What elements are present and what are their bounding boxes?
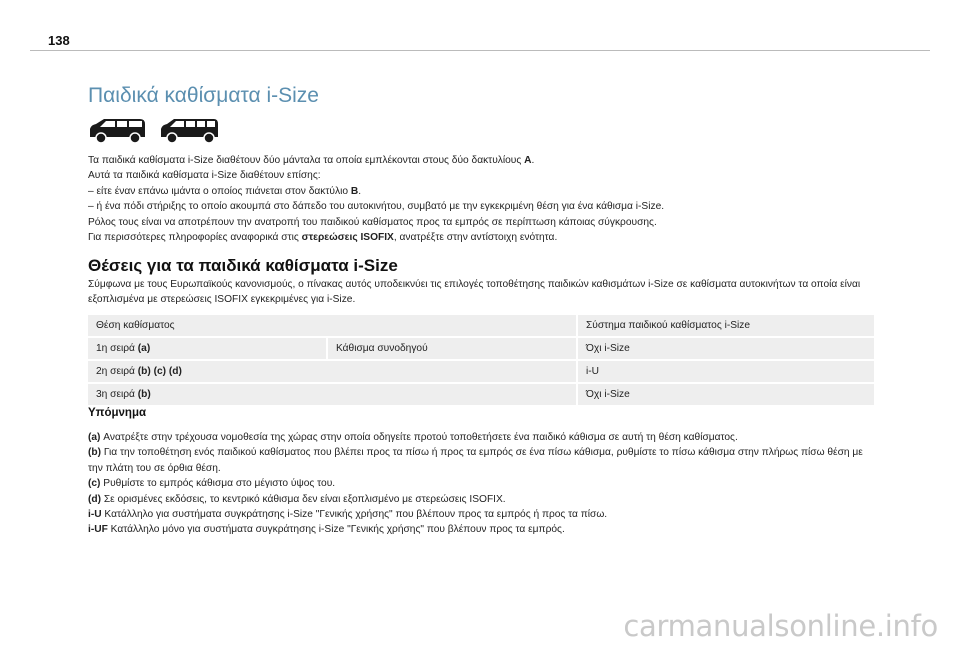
isofix-link-text: στερεώσεις ISOFIX — [301, 232, 394, 244]
note-iuf: i-UF Κατάλληλο μόνο για συστήματα συγκράτησης i-Size "Γενικής χρήσης" που βλέπουν προς τα εμπρός. — [88, 524, 565, 536]
table-row: 1η σειρά (a) Κάθισμα συνοδηγού Όχι i-Size — [88, 338, 874, 359]
vehicle-icons — [88, 117, 220, 145]
van-long-icon — [160, 117, 220, 145]
note-c: (c) Ρυθμίστε το εμπρός κάθισμα στο μέγιστο ύψος του. — [88, 478, 336, 490]
note-a: (a) Ανατρέξτε στην τρέχουσα νομοθεσία της χώρας στην οποία οδηγείτε προτού τοποθετήσετε ένα παιδικό κάθισμα σε αυτή τη θέση καθίσματος. — [88, 432, 738, 443]
header-isize-system: Σύστημα παιδικού καθίσματος i-Size — [578, 315, 874, 336]
van-icon — [88, 117, 148, 145]
note-d: (d) Σε ορισμένες εκδόσεις, το κεντρικό κάθισμα δεν είναι εξοπλισμένο με στερεώσεις ISOFIX. — [88, 493, 506, 505]
table-row: 2η σειρά (b) (c) (d) i-U — [88, 361, 874, 382]
page-number: 138 — [48, 33, 70, 48]
legend-heading: Υπόμνημα — [88, 407, 147, 419]
seat-positions-table — [88, 313, 874, 407]
note-iu: i-U Κατάλληλο για συστήματα συγκράτησης i-Size "Γενικής χρήσης" που βλέπουν προς τα εμπρός ή προς τα πίσω. — [88, 509, 608, 521]
header-divider — [30, 50, 930, 51]
table-header-row — [88, 315, 874, 336]
note-b: (b) Για την τοποθέτηση ενός παιδικού καθίσματος που βλέπει προς τα πίσω ή προς τα εμπρός σε ένα πίσω κάθισμα, ρυθμίστε το πίσω κάθισμα στην πλήρως πίσω θέση με — [88, 447, 863, 459]
intro-paragraph: Τα παιδικά καθίσματα i-Size διαθέτουν δύο μάνταλα τα οποία εμπλέκονται στους δύο δακτυλίους A. Αυτά τα παιδικά καθίσματα i-Size διαθέτουν επίσης: – είτε έναν επάνω ιμάντα ο οποίος πιάνεται στον δακτύλιο B. – ή ένα πόδι στήριξης το οποίο ακουμπά στο δάπεδο του αυτοκινήτου, συμβατό με την εγκεκριμένη θέση για ένα κάθισμα i-Size. Ρόλος τους είναι να αποτρέπουν την ανατροπή του παιδικού καθίσματος προς τα εμπρός σε περίπτωση κάποιας σύγκρουσης. Για περισσότερες πληροφορίες αναφορικά στις στερεώσεις ISOFIX, ανατρέξτε στην αντίστοιχη ενότητα. — [88, 155, 665, 244]
watermark: carmanualsonline.info — [623, 609, 938, 643]
section-heading: Θέσεις για τα παιδικά καθίσματα i-Size — [88, 256, 398, 275]
page-title: Παιδικά καθίσματα i-Size — [88, 84, 319, 107]
legend-notes: (a) Ανατρέξτε στην τρέχουσα νομοθεσία της χώρας στην οποία οδηγείτε προτού τοποθετήσετε ένα παιδικό κάθισμα σε αυτή τη θέση καθίσματος. (b) Για την τοποθέτηση ενός παιδικού καθίσματος που βλέπει προς τα πίσω ή προς τα εμπρός σε ένα πίσω κάθισμα, ρυθμίστε το πίσω κάθισμα στην πλήρως πίσω θέση με την πλάτη του σε όρθια θέση. (c) Ρυθμίστε το εμπρός κάθισμα στο μέγιστο ύψος του. (d) Σε ορισμένες εκδόσεις, το κεντρικό κάθισμα δεν είναι εξοπλισμένο με στερεώσεις ISOFIX. i-U Κατάλληλο για συστήματα συγκράτησης i-Size "Γενικής χρήσης" που βλέπουν προς τα εμπρός ή προς τα πίσω. i-UF Κατάλληλο μόνο για συστήματα συγκράτησης i-Size "Γενικής χρήσης" που βλέπουν προς τα εμπρός. — [88, 430, 878, 538]
section-paragraph: Σύμφωνα με τους Ευρωπαϊκούς κανονισμούς, ο πίνακας αυτός υποδεικνύει τις επιλογές τοποθέτησης παιδικών καθισμάτων i-Size σε καθίσματα αυτοκινήτων τα οποία είναι εξοπλισμένα με στερεώσεις ISOFIX εγκεκριμένες για i-Size. — [88, 279, 861, 306]
table-row: 3η σειρά (b) Όχι i-Size — [88, 384, 874, 405]
header-seat-position: Θέση καθίσματος — [88, 315, 578, 336]
